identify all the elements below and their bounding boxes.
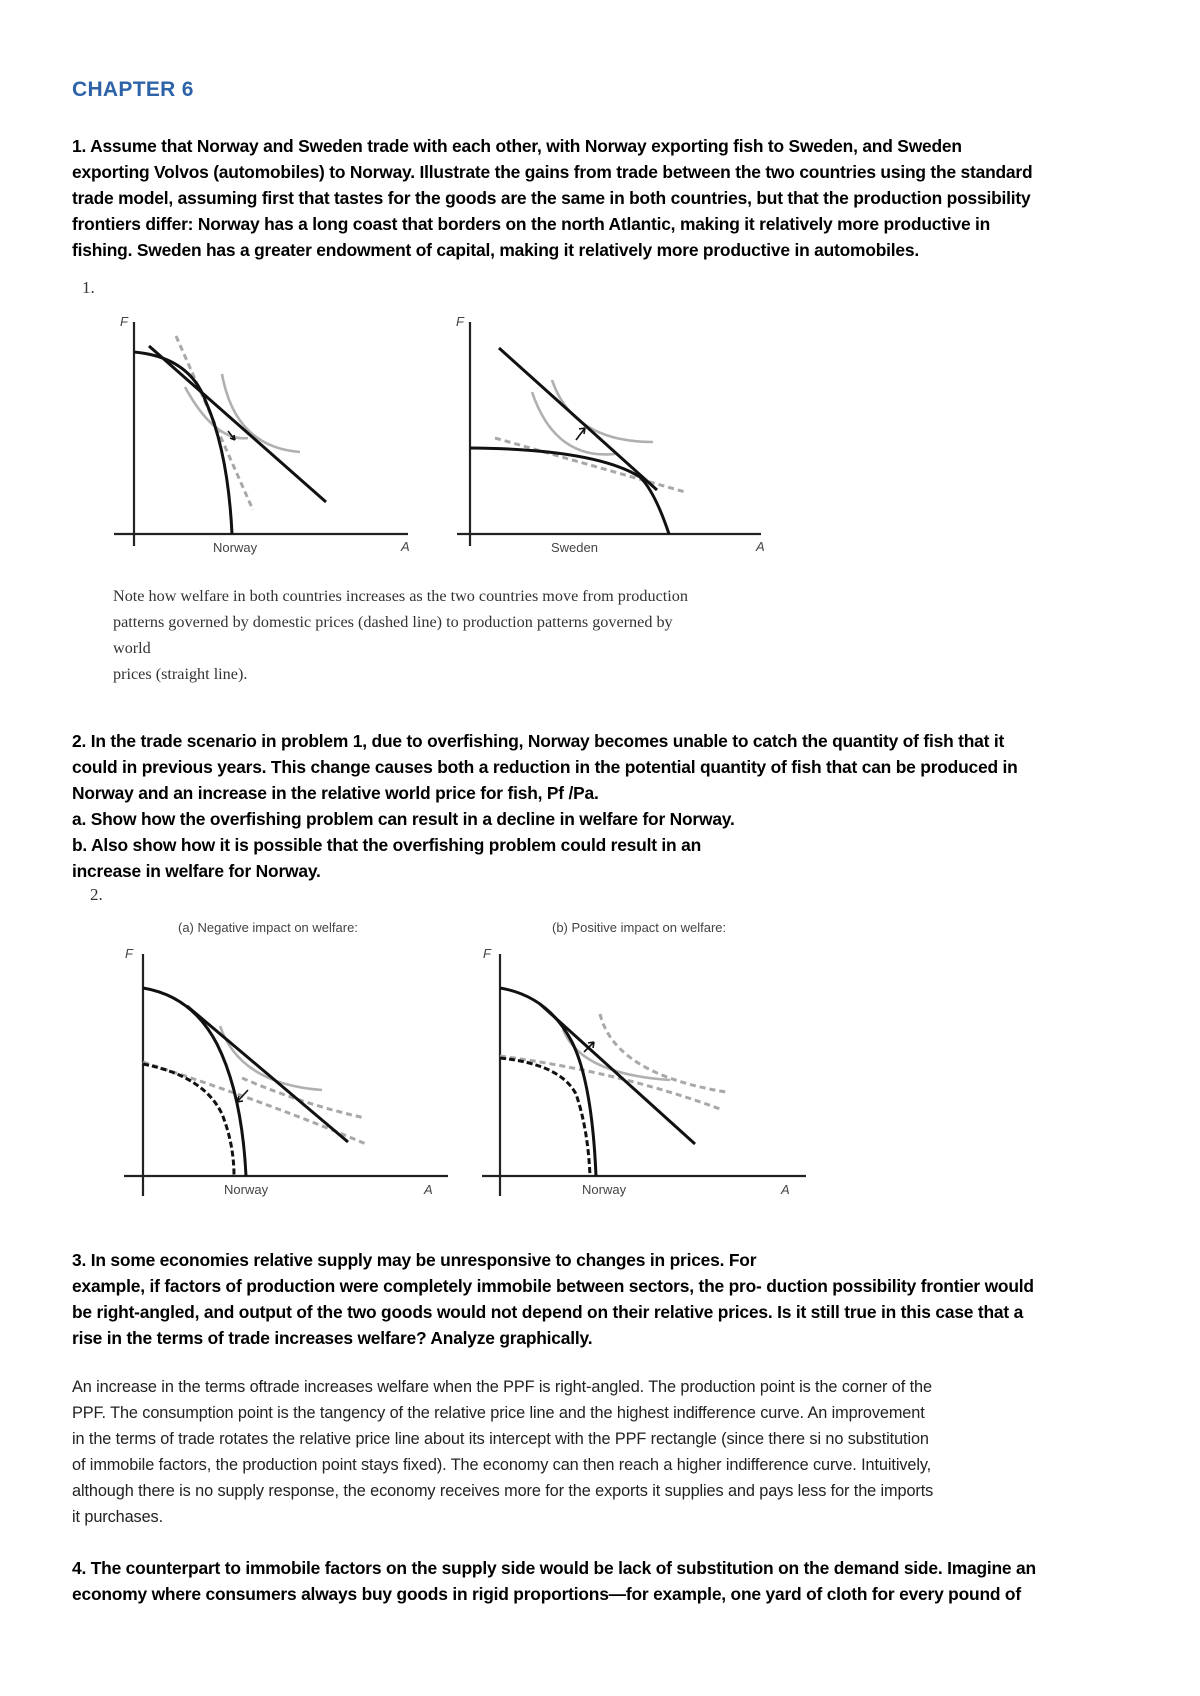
question-1-line: exporting Volvos (automobiles) to Norway. Illustrate the gains from trade between the two countries using the standard [72,162,1033,182]
question-1-line: frontiers differ: Norway has a long coast that borders on the north Atlantic, making it relatively more productive in [72,214,991,234]
question-3-line: example, if factors of production were completely immobile between sectors, the pro- duction possibility frontier would [72,1276,1034,1296]
question-2-line: Norway and an increase in the relative world price for fish, Pf /Pa. [72,783,599,803]
country-caption: Sweden [551,540,598,555]
indifference-curve-original [220,1026,322,1090]
figure-1-norway-graph [110,312,410,556]
question-3-line: 3. In some economies relative supply may be unresponsive to changes in prices. For [72,1250,757,1270]
answer-3-line: although there is no supply response, the economy receives more for the exports it supplies and pays less for the imports [72,1482,934,1500]
question-4-line: economy where consumers always buy goods in rigid proportions—for example, one yard of cloth for every pound of [72,1584,1021,1604]
y-axis-label: F [456,314,464,329]
chapter-heading: CHAPTER 6 [72,78,194,101]
question-2-line: 2. In the trade scenario in problem 1, due to overfishing, Norway becomes unable to catch the quantity of fish that it [72,731,1005,751]
world-price-line [499,348,657,490]
question-1-line: fishing. Sweden has a greater endowment of capital, making it relatively more productive in automobiles. [72,240,919,260]
country-caption: Norway [582,1182,627,1197]
note-line: patterns governed by domestic prices (dashed line) to production patterns governed by [113,613,673,631]
answer-3-line: An increase in the terms oftrade increases welfare when the PPF is right-angled. The production point is the corner of the [72,1378,932,1396]
figure-2-positive-impact-graph [480,914,810,1204]
country-caption: Norway [224,1182,269,1197]
production-possibility-frontier [134,352,232,534]
question-2 [72,728,1137,884]
question-2-line: increase in welfare for Norway. [72,861,321,881]
answer-3-line: in the terms of trade rotates the relative price line about its intercept with the PPF rectangle (since there si no substitution [72,1430,929,1448]
panel-title: (b) Positive impact on welfare: [552,920,727,935]
answer-3 [72,1374,1137,1530]
note-line: world [113,639,151,657]
welfare-arrow [237,1090,248,1102]
answer-3-line: PPF. The consumption point is the tangency of the relative price line and the highest indifference curve. An improvement [72,1404,925,1422]
note-line: Note how welfare in both countries increases as the two countries move from production [113,587,688,605]
question-2-line: could in previous years. This change causes both a reduction in the potential quantity of fish that can be produced in [72,757,1018,777]
question-3 [72,1247,1137,1351]
reduced-ppf [500,1058,590,1176]
x-axis-label: A [756,539,765,554]
production-possibility-frontier [470,448,669,534]
reduced-ppf [143,1064,234,1176]
question-1 [72,133,1137,263]
domestic-price-line [495,438,685,492]
question-3-line: rise in the terms of trade increases welfare? Analyze graphically. [72,1328,593,1348]
country-caption: Norway [213,540,258,555]
question-4-line: 4. The counterpart to immobile factors on the supply side would be lack of substitution on the demand side. Imagine an [72,1558,1036,1578]
panel-title: (a) Negative impact on welfare: [178,920,358,935]
welfare-arrow [576,428,585,440]
question-1-line: 1. Assume that Norway and Sweden trade with each other, with Norway exporting fish to Sweden, and Sweden [72,136,962,156]
answer-3-line: it purchases. [72,1508,164,1526]
y-axis-label: F [483,946,491,961]
figure-2-number: 2. [90,885,103,904]
question-1-line: trade model, assuming first that tastes for the goods are the same in both countries, but that the production possibility [72,188,1031,208]
y-axis-label: F [120,314,128,329]
x-axis-label: A [424,1182,433,1197]
question-3-line: be right-angled, and output of the two goods would not depend on their relative prices. Is it still true in this case that a [72,1302,1024,1322]
figure-1-number: 1. [82,278,95,297]
world-price-line [540,1004,695,1144]
x-axis-label: A [781,1182,790,1197]
y-axis-label: F [125,946,133,961]
figure-1-sweden-graph [455,312,765,556]
world-price-line [187,1006,348,1142]
figure-1-note [113,583,793,687]
answer-3-line: of immobile factors, the production point stays fixed). The economy can then reach a higher indifference curve. Intuitively, [72,1456,932,1474]
x-axis-label: A [401,539,410,554]
original-ppf [500,988,596,1176]
figure-2-negative-impact-graph [122,914,452,1204]
question-2-line: a. Show how the overfishing problem can result in a decline in welfare for Norway. [72,809,735,829]
question-4 [72,1555,1137,1607]
question-2-line: b. Also show how it is possible that the overfishing problem could result in an [72,835,702,855]
indifference-curve-low [532,392,615,454]
old-price-line [242,1078,365,1118]
new-price-line [500,1056,720,1109]
note-line: prices (straight line). [113,665,248,683]
new-price-line [143,1062,366,1144]
